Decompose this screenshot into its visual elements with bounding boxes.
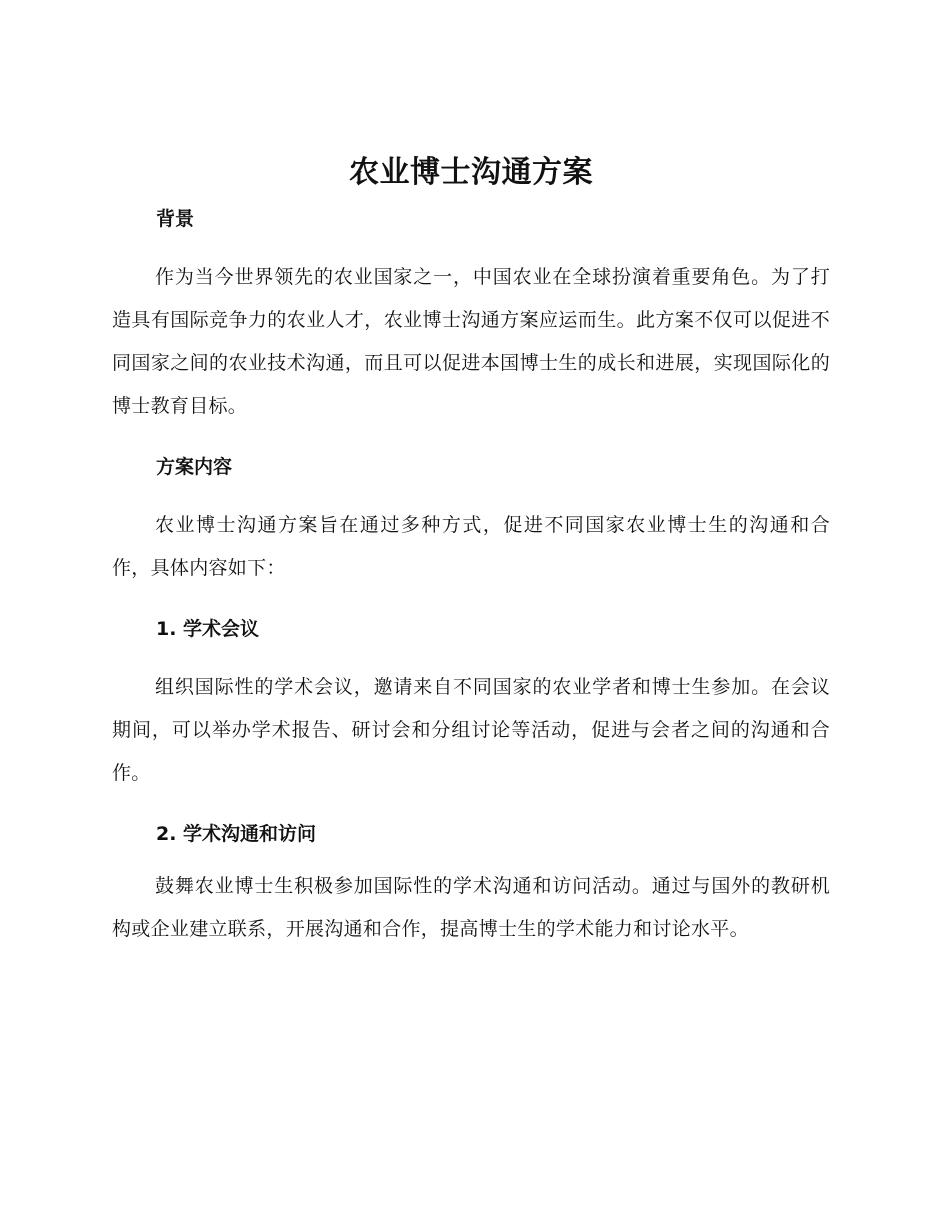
section-paragraph-background: 作为当今世界领先的农业国家之一，中国农业在全球扮演着重要角色。为了打造具有国际竞争力的农业人才，农业博士沟通方案应运而生。此方案不仅可以促进不同国家之间的农业技术沟通，而且可以促进本国博士生的成长和进展，实现国际化的博士教育目标。 <box>112 266 830 417</box>
section-paragraph-academic-exchange: 鼓舞农业博士生积极参加国际性的学术沟通和访问活动。通过与国外的教研机构或企业建立联系，开展沟通和合作，提高博士生的学术能力和讨论水平。 <box>112 875 830 940</box>
section-heading-background: 背景 <box>156 208 195 230</box>
section-heading-academic-conference: 1. 学术会议 <box>156 618 260 640</box>
section-heading-plan-content: 方案内容 <box>156 456 233 478</box>
document-title: 农业博士沟通方案 <box>349 155 593 190</box>
section-paragraph-academic-conference: 组织国际性的学术会议，邀请来自不同国家的农业学者和博士生参加。在会议期间，可以举办学术报告、研讨会和分组讨论等活动，促进与会者之间的沟通和合作。 <box>112 676 830 784</box>
section-heading-academic-exchange: 2. 学术沟通和访问 <box>156 823 317 845</box>
document-page <box>112 148 830 951</box>
section-paragraph-plan-content: 农业博士沟通方案旨在通过多种方式，促进不同国家农业博士生的沟通和合作，具体内容如下： <box>112 514 830 579</box>
